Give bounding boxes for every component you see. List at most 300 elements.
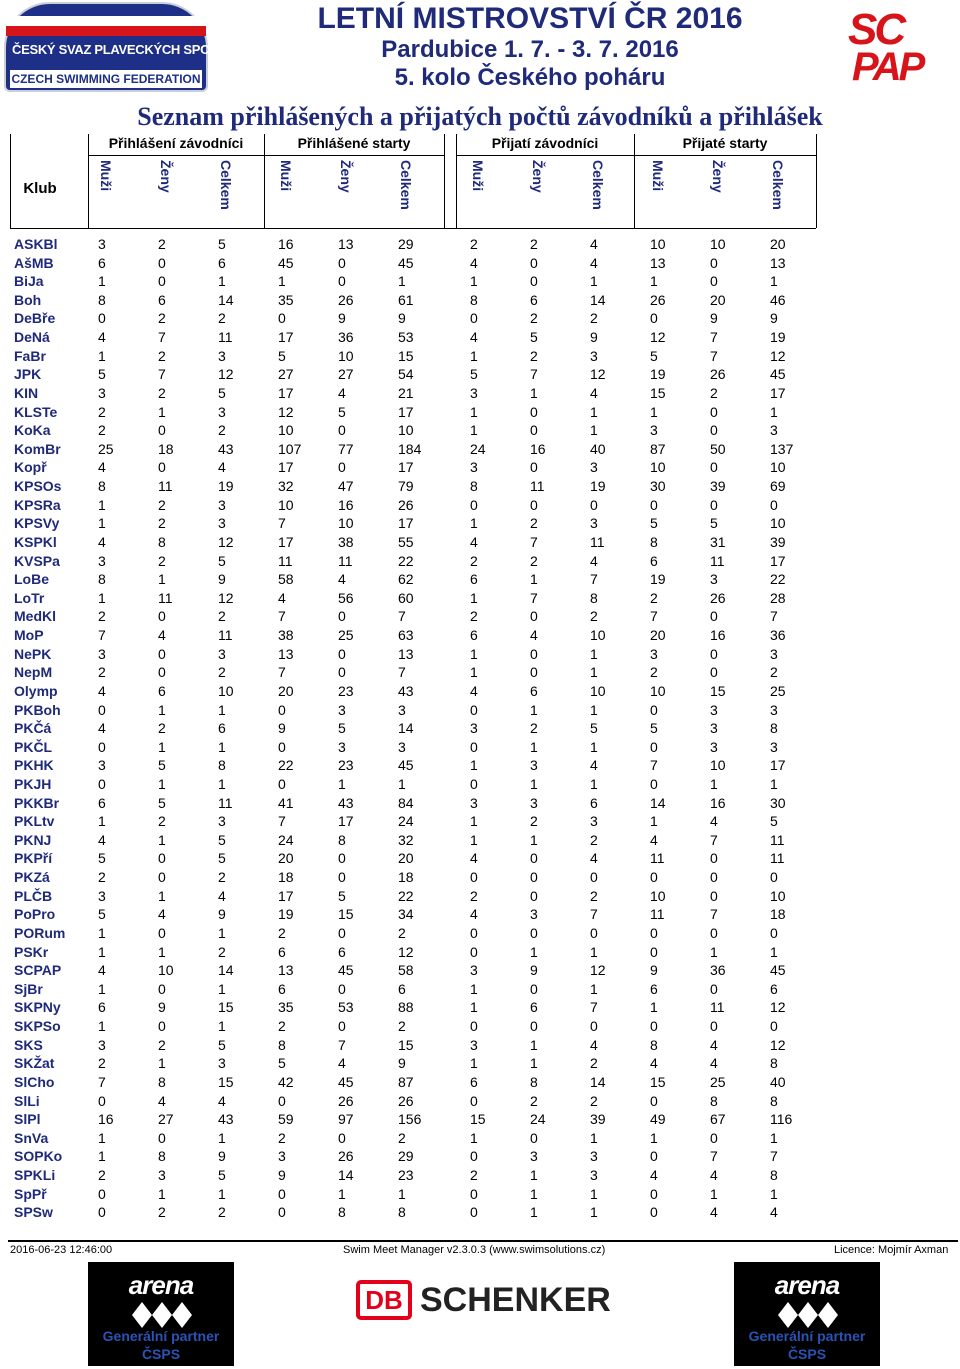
count-cell: 1	[590, 701, 598, 718]
club-code: PKKBr	[14, 794, 60, 811]
count-cell: 0	[530, 850, 538, 867]
count-cell: 1	[710, 1185, 718, 1202]
page-title: LETNÍ MISTROVSTVÍ ČR 2016	[317, 2, 743, 35]
sub-header	[216, 160, 236, 228]
count-cell: 3	[770, 738, 778, 755]
count-cell: 3	[470, 962, 478, 979]
count-cell: 4	[650, 831, 658, 848]
count-cell: 3	[770, 701, 778, 718]
count-cell: 2	[278, 1129, 286, 1146]
count-cell: 1	[470, 347, 478, 364]
column-divider	[10, 134, 11, 228]
count-cell: 2	[590, 831, 598, 848]
sub-header	[768, 160, 788, 228]
count-cell: 3	[770, 645, 778, 662]
count-cell: 0	[710, 850, 718, 867]
csps-logo-subtext: CZECH SWIMMING FEDERATION	[11, 72, 201, 86]
count-cell: 1	[158, 1185, 166, 1202]
count-cell: 1	[218, 273, 226, 290]
count-cell: 1	[218, 980, 226, 997]
club-code: BiJa	[14, 273, 44, 290]
count-cell: 36	[338, 329, 354, 346]
table-row	[0, 1185, 960, 1203]
count-cell: 12	[650, 329, 666, 346]
count-cell: 25	[770, 682, 786, 699]
count-cell: 1	[770, 403, 778, 420]
count-cell: 0	[338, 1129, 346, 1146]
count-cell: 6	[770, 980, 778, 997]
count-cell: 41	[278, 794, 294, 811]
count-cell: 116	[770, 1111, 793, 1128]
arena-diamonds-icon	[778, 1302, 838, 1328]
table-row	[0, 701, 960, 719]
column-divider	[264, 134, 265, 228]
count-cell: 4	[470, 906, 478, 923]
count-cell: 18	[398, 869, 414, 886]
count-cell: 2	[218, 422, 226, 439]
count-cell: 26	[710, 589, 726, 606]
club-code: NepM	[14, 664, 53, 681]
club-code: DeBře	[14, 310, 56, 327]
count-cell: 3	[98, 645, 106, 662]
table-row	[0, 1092, 960, 1110]
count-cell: 5	[770, 813, 778, 830]
count-cell: 3	[338, 738, 346, 755]
count-cell: 6	[470, 627, 478, 644]
footer-rule	[8, 1240, 958, 1242]
club-code: KLSTe	[14, 403, 58, 420]
count-cell: 2	[590, 608, 598, 625]
count-cell: 107	[278, 440, 302, 457]
table-row	[0, 1017, 960, 1035]
count-cell: 39	[770, 533, 786, 550]
count-cell: 15	[398, 347, 414, 364]
count-cell: 9	[338, 310, 346, 327]
count-cell: 3	[98, 236, 106, 252]
count-cell: 8	[770, 1092, 778, 1109]
club-code: FaBr	[14, 347, 46, 364]
count-cell: 45	[338, 1073, 354, 1090]
count-cell: 24	[530, 1111, 546, 1128]
count-cell: 0	[650, 869, 658, 886]
count-cell: 7	[278, 813, 286, 830]
count-cell: 3	[590, 1167, 598, 1183]
count-cell: 0	[338, 459, 346, 476]
count-cell: 14	[338, 1167, 354, 1183]
count-cell: 0	[278, 775, 286, 792]
club-code: SnVa	[14, 1129, 49, 1146]
count-cell: 6	[158, 682, 166, 699]
club-code: SpPř	[14, 1185, 47, 1202]
count-cell: 0	[278, 310, 286, 327]
count-cell: 0	[710, 608, 718, 625]
count-cell: 3	[530, 794, 538, 811]
count-cell: 1	[470, 589, 478, 606]
count-cell: 3	[218, 403, 226, 420]
count-cell: 0	[590, 924, 598, 941]
count-cell: 42	[278, 1073, 294, 1090]
count-cell: 2	[530, 310, 538, 327]
group-header: Přijatí závodníci	[456, 134, 634, 156]
club-code: KSPKl	[14, 533, 57, 550]
count-cell: 4	[650, 1167, 658, 1183]
count-cell: 10	[710, 757, 726, 774]
sub-header-label: Ženy	[710, 160, 726, 193]
count-cell: 11	[710, 552, 725, 569]
count-cell: 4	[710, 1167, 718, 1183]
count-cell: 10	[278, 496, 294, 513]
db-box: DB	[356, 1280, 412, 1320]
count-cell: 3	[650, 645, 658, 662]
count-cell: 17	[278, 329, 294, 346]
count-cell: 1	[158, 775, 166, 792]
count-cell: 8	[470, 291, 478, 308]
count-cell: 0	[470, 943, 478, 960]
count-cell: 26	[650, 291, 666, 308]
count-cell: 4	[218, 459, 226, 476]
count-cell: 25	[710, 1073, 726, 1090]
count-cell: 0	[710, 254, 718, 271]
count-cell: 1	[98, 515, 106, 532]
count-cell: 0	[770, 869, 778, 886]
count-cell: 3	[278, 1148, 286, 1165]
count-cell: 0	[98, 310, 106, 327]
count-cell: 0	[530, 608, 538, 625]
count-cell: 8	[650, 533, 658, 550]
club-code: SlLi	[14, 1092, 40, 1109]
count-cell: 4	[530, 627, 538, 644]
count-cell: 2	[158, 720, 166, 737]
count-cell: 19	[278, 906, 294, 923]
count-cell: 4	[338, 384, 346, 401]
count-cell: 6	[530, 682, 538, 699]
count-cell: 1	[530, 701, 538, 718]
count-cell: 32	[278, 478, 294, 495]
count-cell: 45	[770, 366, 786, 383]
count-cell: 16	[710, 794, 726, 811]
csps-logo-text: ČESKÝ SVAZ PLAVECKÝCH SPORTŮ	[12, 42, 236, 57]
count-cell: 17	[398, 515, 414, 532]
count-cell: 1	[590, 1129, 598, 1146]
count-cell: 4	[158, 627, 166, 644]
count-cell: 3	[710, 738, 718, 755]
club-code: KoKa	[14, 422, 51, 439]
count-cell: 1	[590, 273, 598, 290]
count-cell: 3	[470, 720, 478, 737]
count-cell: 1	[158, 403, 166, 420]
table-row	[0, 1166, 960, 1184]
count-cell: 1	[770, 273, 778, 290]
club-code: SCPAP	[14, 962, 62, 979]
count-cell: 2	[218, 608, 226, 625]
count-cell: 26	[710, 366, 726, 383]
count-cell: 15	[218, 1073, 234, 1090]
count-cell: 1	[98, 496, 106, 513]
count-cell: 2	[530, 813, 538, 830]
count-cell: 3	[470, 1036, 478, 1053]
sub-header	[156, 160, 176, 228]
club-code: PKBoh	[14, 701, 61, 718]
count-cell: 137	[770, 440, 794, 457]
count-cell: 20	[770, 236, 786, 252]
sub-header	[96, 160, 116, 228]
count-cell: 0	[710, 496, 718, 513]
count-cell: 0	[338, 645, 346, 662]
count-cell: 10	[398, 422, 414, 439]
count-cell: 3	[470, 384, 478, 401]
sub-header-label: Celkem	[770, 160, 786, 210]
count-cell: 9	[530, 962, 538, 979]
count-cell: 6	[530, 291, 538, 308]
count-cell: 43	[338, 794, 354, 811]
count-cell: 3	[470, 459, 478, 476]
club-code: SlPl	[14, 1111, 41, 1128]
arena-sponsor-right	[734, 1262, 880, 1366]
count-cell: 2	[590, 1092, 598, 1109]
count-cell: 8	[770, 1167, 778, 1183]
column-divider	[634, 134, 635, 228]
count-cell: 14	[650, 794, 666, 811]
count-cell: 24	[398, 813, 414, 830]
count-cell: 45	[398, 254, 414, 271]
count-cell: 2	[218, 1204, 226, 1221]
count-cell: 10	[278, 422, 294, 439]
count-cell: 5	[158, 757, 166, 774]
count-cell: 16	[98, 1111, 114, 1128]
count-cell: 8	[650, 1036, 658, 1053]
count-cell: 10	[218, 682, 234, 699]
count-cell: 0	[158, 608, 166, 625]
count-cell: 0	[338, 254, 346, 271]
count-cell: 5	[650, 347, 658, 364]
table-row	[0, 756, 960, 774]
column-divider	[88, 134, 89, 228]
club-code: LoTr	[14, 589, 45, 606]
count-cell: 29	[398, 236, 414, 252]
count-cell: 0	[710, 664, 718, 681]
sub-header-label: Celkem	[398, 160, 414, 210]
count-cell: 3	[770, 422, 778, 439]
count-cell: 0	[650, 943, 658, 960]
table-row	[0, 1203, 960, 1221]
count-cell: 0	[530, 1018, 538, 1035]
count-cell: 43	[398, 682, 414, 699]
table-row	[0, 738, 960, 756]
count-cell: 0	[530, 1129, 538, 1146]
sub-header	[396, 160, 416, 228]
count-cell: 6	[278, 943, 286, 960]
count-cell: 8	[278, 1036, 286, 1053]
count-cell: 1	[590, 738, 598, 755]
count-cell: 1	[470, 1055, 478, 1072]
count-cell: 6	[338, 943, 346, 960]
count-cell: 0	[158, 273, 166, 290]
count-cell: 0	[158, 254, 166, 271]
count-cell: 0	[650, 1185, 658, 1202]
count-cell: 0	[98, 1204, 106, 1221]
count-cell: 4	[590, 254, 598, 271]
count-cell: 0	[338, 608, 346, 625]
count-cell: 0	[530, 869, 538, 886]
count-cell: 16	[338, 496, 354, 513]
table-row	[0, 254, 960, 272]
club-code: SPSw	[14, 1204, 53, 1221]
count-cell: 7	[590, 571, 598, 588]
count-cell: 0	[98, 1092, 106, 1109]
count-cell: 0	[158, 422, 166, 439]
count-cell: 15	[650, 384, 666, 401]
table-row	[0, 812, 960, 830]
count-cell: 1	[710, 943, 718, 960]
count-cell: 38	[338, 533, 354, 550]
count-cell: 3	[590, 347, 598, 364]
table-row	[0, 589, 960, 607]
sub-header	[336, 160, 356, 228]
count-cell: 69	[770, 478, 786, 495]
count-cell: 1	[590, 645, 598, 662]
count-cell: 17	[770, 384, 786, 401]
table-row	[0, 570, 960, 588]
table-row	[0, 1110, 960, 1128]
arena-logo-word: arena	[128, 1270, 194, 1300]
count-cell: 5	[338, 887, 346, 904]
count-cell: 1	[590, 775, 598, 792]
club-code: KVSPa	[14, 552, 60, 569]
count-cell: 14	[398, 720, 414, 737]
count-cell: 8	[710, 1092, 718, 1109]
count-cell: 1	[590, 664, 598, 681]
count-cell: 3	[590, 515, 598, 532]
count-cell: 26	[338, 1148, 354, 1165]
count-cell: 0	[470, 496, 478, 513]
count-cell: 1	[98, 980, 106, 997]
count-cell: 2	[158, 236, 166, 252]
count-cell: 3	[218, 1055, 226, 1072]
count-cell: 4	[710, 813, 718, 830]
count-cell: 43	[218, 440, 234, 457]
count-cell: 13	[770, 254, 786, 271]
table-row	[0, 998, 960, 1016]
count-cell: 0	[158, 850, 166, 867]
table-row	[0, 868, 960, 886]
count-cell: 9	[218, 571, 226, 588]
count-cell: 2	[770, 664, 778, 681]
count-cell: 39	[590, 1111, 606, 1128]
count-cell: 43	[218, 1111, 234, 1128]
count-cell: 6	[650, 980, 658, 997]
count-cell: 0	[338, 1018, 346, 1035]
sub-header	[528, 160, 548, 228]
count-cell: 1	[470, 1129, 478, 1146]
count-cell: 23	[338, 682, 354, 699]
count-cell: 1	[398, 1185, 406, 1202]
count-cell: 2	[398, 1129, 406, 1146]
count-cell: 39	[710, 478, 726, 495]
event-dates: Pardubice 1. 7. - 3. 7. 2016	[381, 36, 679, 63]
count-cell: 2	[470, 236, 478, 252]
count-cell: 6	[98, 999, 106, 1016]
count-cell: 5	[338, 403, 346, 420]
count-cell: 11	[590, 533, 605, 550]
column-header-klub: Klub	[23, 180, 57, 197]
count-cell: 25	[98, 440, 114, 457]
table-row	[0, 1036, 960, 1054]
count-cell: 0	[590, 496, 598, 513]
count-cell: 3	[98, 887, 106, 904]
count-cell: 84	[398, 794, 414, 811]
club-code: JPK	[14, 366, 42, 383]
count-cell: 0	[278, 1204, 286, 1221]
count-cell: 2	[98, 1055, 106, 1072]
table-row	[0, 682, 960, 700]
count-cell: 1	[710, 775, 718, 792]
count-cell: 2	[650, 589, 658, 606]
count-cell: 17	[770, 757, 786, 774]
club-code: Boh	[14, 291, 42, 308]
count-cell: 6	[278, 980, 286, 997]
count-cell: 53	[338, 999, 354, 1016]
count-cell: 31	[710, 533, 726, 550]
count-cell: 10	[338, 347, 354, 364]
club-code: KPSOs	[14, 478, 62, 495]
count-cell: 6	[98, 254, 106, 271]
count-cell: 3	[530, 906, 538, 923]
count-cell: 1	[590, 403, 598, 420]
count-cell: 2	[470, 1167, 478, 1183]
count-cell: 1	[590, 980, 598, 997]
club-code: SjBr	[14, 980, 43, 997]
count-cell: 2	[158, 310, 166, 327]
count-cell: 20	[710, 291, 726, 308]
count-cell: 0	[770, 924, 778, 941]
count-cell: 0	[278, 1092, 286, 1109]
count-cell: 7	[98, 1073, 106, 1090]
scpap-logo	[848, 5, 956, 90]
count-cell: 40	[770, 1073, 786, 1090]
count-cell: 8	[158, 1148, 166, 1165]
arena-diamonds-icon	[132, 1302, 192, 1328]
count-cell: 30	[770, 794, 786, 811]
count-cell: 5	[218, 552, 226, 569]
count-cell: 0	[530, 403, 538, 420]
count-cell: 2	[530, 1092, 538, 1109]
table-row	[0, 1129, 960, 1147]
count-cell: 11	[770, 831, 785, 848]
count-cell: 36	[770, 627, 786, 644]
count-cell: 5	[590, 720, 598, 737]
count-cell: 1	[470, 999, 478, 1016]
count-cell: 7	[158, 329, 166, 346]
count-cell: 3	[650, 422, 658, 439]
count-cell: 3	[218, 645, 226, 662]
count-cell: 3	[218, 813, 226, 830]
count-cell: 1	[650, 999, 658, 1016]
club-code: PKPří	[14, 850, 53, 867]
count-cell: 2	[590, 310, 598, 327]
table-row	[0, 403, 960, 421]
count-cell: 2	[98, 1167, 106, 1183]
count-cell: 0	[650, 1148, 658, 1165]
count-cell: 156	[398, 1111, 422, 1128]
count-cell: 4	[218, 1092, 226, 1109]
count-cell: 16	[710, 627, 726, 644]
table-row	[0, 384, 960, 402]
count-cell: 8	[98, 291, 106, 308]
count-cell: 6	[470, 1073, 478, 1090]
count-cell: 62	[398, 571, 414, 588]
table-row	[0, 961, 960, 979]
count-cell: 53	[398, 329, 414, 346]
